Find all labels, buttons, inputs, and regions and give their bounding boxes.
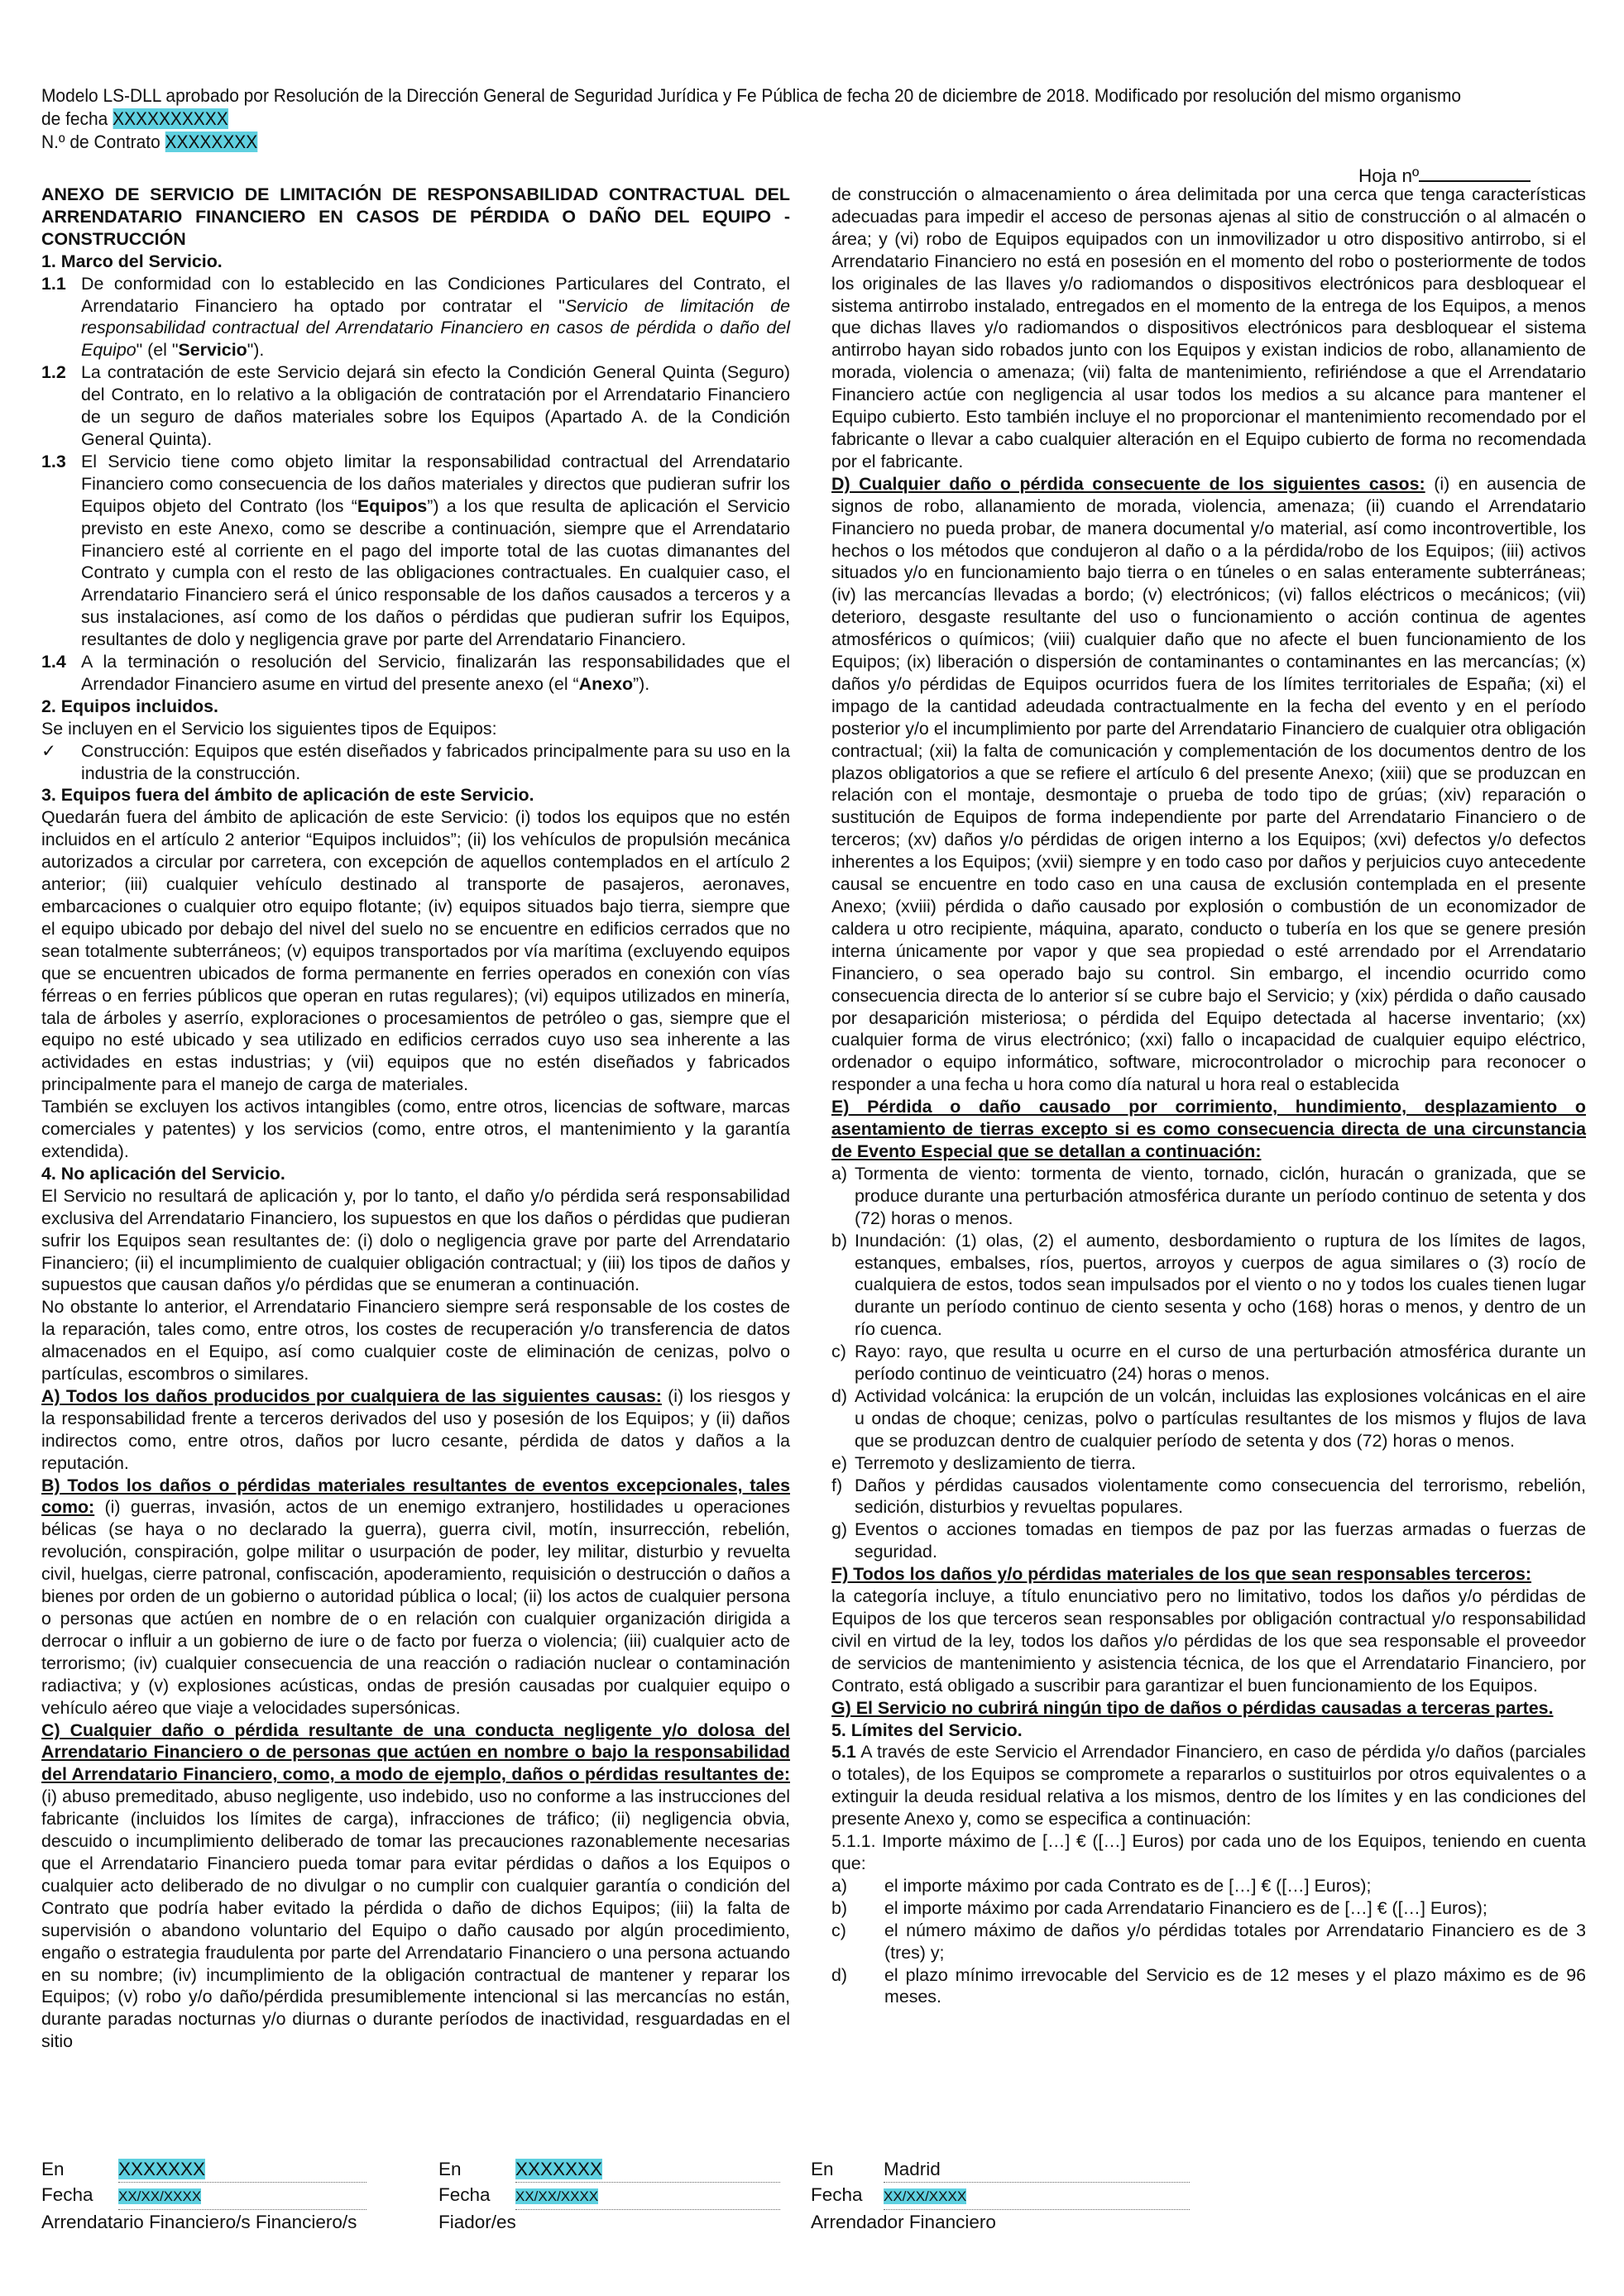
section-3-paragraph-2: También se excluyen los activos intangibles (como, entre otros, licencias de software, marcas comerciales y patentes) y los servicios (como, entre otros, el mantenimiento y la garantía extendida). [41,1097,790,1161]
clause-text: A la terminación o resolución del Servicio, finalizarán las responsabilidades que el Arrendador Financiero asume en virtud del presente anexo (el “Anexo”). [81,652,790,694]
exclusion-c: C) Cualquier daño o pérdida resultante de una conducta negligente y/o dolosa del Arrendatario Financiero o de personas que actúen en nombre o bajo la responsabilidad del Arrendatario Financiero, como, a modo de ejemplo, daños o pérdidas resultantes de: (i) abuso premeditado, abuso negligente, uso indebido, uso no conforme a las instrucciones del fabricante (incluidos los límites de carga), infracciones de tráfico; (ii) negligencia obvia, descuido o incumplimiento deliberado de tomar las precauciones razonablemente necesarias que el Arrendatario Financiero pueda tomar para evitar pérdidas o daños a los Equipos o cualquier acto deliberado de no divulgar o no cumplir con cualquier garantía o condición del Contrato que podría haber evitado la pérdida o daño de dichos Equipos; (iii) la falta de supervisión o abandono voluntario del Equipo o daño causado por algún procedimiento, engaño o estrategia fraudulenta por parte del Arrendatario Financiero o una persona actuando en su nombre; (iv) incumplimiento de la obligación contractual de mantener y reparar los Equipos; (v) robo y/o daño/pérdida presumiblemente intencional si las mercancías no están, durante paradas nocturnas y/o diurnas o durante períodos de inactividad, resguardadas en el sitio [41,1720,790,2052]
signature-block-lessee: En XXXXXXX Fecha XX/XX/XXXX Arrendatario Financiero/s Financiero/s [41,2157,366,2235]
clause-number: 1.4 [41,652,66,672]
list-item-label: b) [831,1230,848,1251]
clause-text: El Servicio tiene como objeto limitar la responsabilidad contractual del Arrendatario Financiero como consecuencia de los daños materiales y directos que pudieran sufrir los Equipos objeto del Contrato (los “Equipos”) a los que resulta de aplicación el Servicio previsto en este Anexo, como se describe a continuación, siempre que el Arrendatario Financiero esté al corriente en el pago del importe total de las cuotas dimanantes del Contrato y cumpla con el resto de las obligaciones contractuales. En cualquier caso, el Arrendatario Financiero será el único responsable de los daños causados a terceros y a sus instalaciones, así como de los daños o pérdidas que pudieran sufrir los Equipos, resultantes de dolo y negligencia grave por parte del Arrendatario Financiero. [81,451,791,650]
list-item-label: a) [831,1875,848,1896]
list-item-text: Inundación: (1) olas, (2) el aumento, desbordamiento o ruptura de los límites de lagos, estanques, embalses, ríos, puertos, arroyos y cuerpos de agua similares o (3) rocío de cualquiera de estos, todos sean impulsados por el viento o no y todos los cuales tienen lugar durante un período continuo de ciento sesenta y ocho (168) horas o menos, y dentro de un río cuenca. [855,1230,1586,1340]
list-item-text: Actividad volcánica: la erupción de un volcán, incluidas las explosiones volcánicas en el aire u ondas de choque; cenizas, polvo o partículas resultantes de los mismos y flujos de lava que se produzcan dentro de cualquier período de setenta y dos (72) horas o menos. [855,1385,1586,1451]
clause-1-2 [41,361,790,451]
list-item [831,1230,1586,1342]
list-item-text: el plazo mínimo irrevocable del Servicio es de 12 meses y el plazo máximo es de 96 meses. [884,1964,1586,2007]
list-item [831,1163,1586,1230]
list-item-text: Eventos o acciones tomadas en tiempos de paz por las fuerzas armadas o fuerzas de seguridad. [855,1519,1586,1562]
section-4-heading: 4. No aplicación del Servicio. [41,1163,285,1184]
place-field: XXXXXXX [515,2157,780,2183]
list-item [831,1964,1586,2009]
left-column [41,184,790,2053]
section-3-heading: 3. Equipos fuera del ámbito de aplicación de este Servicio. [41,785,534,806]
list-item-text: Rayo: rayo, que resulta u ocurre en el curso de una perturbación atmosférica durante un período continuo de veinticuatro (24) horas o menos. [855,1342,1586,1385]
list-item-label: g) [831,1519,848,1540]
clause-5-1: 5.1 A través de este Servicio el Arrendador Financiero, en caso de pérdida y/o daños (parciales o totales), de los Equipos se compromete a repararlos o sustituirlos por otros equivalentes o a extinguir la deuda residual relativa a los mismos, dentro de los límites y en las condiciones del presente Anexo y, como se especifica a continuación: [831,1742,1587,1830]
list-item [831,1475,1586,1519]
signer-role: Arrendador Financiero [811,2212,996,2232]
list-item-label: f) [831,1475,843,1495]
section-2-intro: Se incluyen en el Servicio los siguientes tipos de Equipos: [41,718,497,739]
place-field: XXXXXXX [118,2157,366,2183]
contract-line [41,131,1480,154]
section-3-paragraph-1: Quedarán fuera del ámbito de aplicación de este Servicio: (i) todos los equipos que no estén incluidos en el artículo 2 anterior “Equipos incluidos”; (ii) los vehículos de propulsión mecánica autorizados a circular por carretera, con excepción de aquellos contemplados en el artículo 2 anterior; (iii) cualquier vehículo destinado al transporte de pasajeros, aeronaves, embarcaciones o cualquier otro equipo flotante; (iv) equipos situados bajo tierra, siempre que el equipo ubicado por debajo del nivel del suelo no se encuentre en edificios cerrados que no sean totalmente subterráneos; (v) equipos transportados por vía marítima (excluyendo equipos que se encuentren ubicados de forma permanente en ferries operados en conexión con vías férreas o en ferries públicos que operan en rutas regulares); (vi) equipos utilizados en minería, tala de árboles y aserrío, exploraciones o procesamientos de petróleo o gas, siempre que el equipo no esté ubicado y sea utilizado en edificios cerrados cuyo uso sea inherente a las actividades en estas industrias; y (vii) equipos que no estén diseñados y fabricados principalmente para el manejo de carga de materiales. [41,807,790,1095]
list-item-text: el número máximo de daños y/o pérdidas totales por Arrendatario Financiero es de 3 (tres) y; [884,1920,1586,1963]
exclusion-d: D) Cualquier daño o pérdida consecuente de los siguientes casos: (i) en ausencia de signos de robo, allanamiento de morada, violencia, amenaza; (ii) cuando el Arrendatario Financiero no pueda probar, de manera documental y/o material, así como incontrovertible, los hechos o los métodos que condujeron al daño o a la pérdida/robo de los Equipos; (iii) activos situados y/o en funcionamiento bajo tierra o en túneles o en salas enteramente subterráneas; (iv) las mercancías llevadas a bordo; (v) electrónicos; (vi) fallos eléctricos o mecánicos; (vii) deterioro, desgaste resultante del uso o funcionamiento o acción continua de agentes atmosféricos o químicos; (viii) cualquier daño que no afecte el buen funcionamiento de los Equipos; (ix) liberación o dispersión de contaminantes o contaminantes en las mercancías; (x) daños y/o pérdidas de Equipos ocurridos fuera de los límites territoriales de España; (xi) el impago de la cantidad adeudada contractualmente en la fecha del evento y en el período posterior y/o el incumplimiento por parte del Arrendatario Financiero de cualquier otra obligación contractual; (xii) la falta de comunicación y complementación de los documentos dentro de los plazos obligatorios a que se refiere el artículo 6 del presente Anexo; (xiii) que se produzcan en relación con el montaje, desmontaje o prueba de todo tipo de grúas; (xiv) reparación o sustitución de Equipos de forma independiente por parte del Arrendatario Financiero o de terceros; (xv) daños y/o pérdidas de origen interno a los Equipos; (xvi) defectos y/o defectos inherentes a los Equipos; (xvii) siempre y en todo caso por daños y perjuicios cuyo antecedente causal se encuentre en todo caso en una causa de exclusión contemplada en el presente Anexo; (xviii) pérdida o daño causado por explosión o combustión de un economizador de caldera u otro recipiente, máquina, aparato, conducto o tubería en los que se genere presión interna únicamente por vapor y que sea propiedad o esté arrendado por el Arrendatario Financiero, o sea operado bajo su control. Sin embargo, el incendio ocurrido como consecuencia directa de lo anterior sí se cubre bajo el Servicio; y (xix) pérdida o daño causado por desaparición misteriosa; o pérdida del Equipo detectada al hacerse inventario; (xx) cualquier forma de virus electrónico; (xxi) fallo o incapacidad de cualquier equipo eléctrico, ordenador o equipo informático, software, microcontrolador o microchip para reconocer o responder a una fecha u hora como día natural u hora real o establecida [831,473,1586,1095]
document-header [41,84,1480,154]
section-4-paragraph-2: No obstante lo anterior, el Arrendatario Financiero siempre será responsable de los costes de la reparación, tales como, entre otros, los costes de recuperación y/o transferencia de datos almacenados en el Equipo, así como cualquier coste de eliminación de cenizas, polvo o partículas, escombros o similares. [41,1297,790,1385]
section-5-heading: 5. Límites del Servicio. [831,1720,1023,1740]
date-field: XX/XX/XXXX [515,2183,780,2210]
clause-1-1 [41,273,790,362]
list-item-label: c) [831,1920,846,1940]
exclusion-a: A) Todos los daños producidos por cualquiera de las siguientes causas: (i) los riesgos y la responsabilidad frente a terceros derivados del uso y posesión de los Equipos; y (ii) daños indirectos como, entre otros, daños por lucro cesante, pérdida de datos y daños a la reputación. [41,1385,790,1473]
signature-block-lessor: En Madrid Fecha XX/XX/XXXX Arrendador Financiero [811,2157,1190,2235]
included-equipment-item [41,740,790,785]
contract-number-placeholder: XXXXXXXX [165,132,258,152]
list-item-label: b) [831,1897,848,1918]
list-item-text: el importe máximo por cada Arrendatario Financiero es de […] € ([…] Euros); [884,1897,1487,1918]
exclusion-f-text: la categoría incluye, a título enunciativo pero no limitativo, todos los daños y/o pérdidas de Equipos de los que terceros sean responsables por obligación contractual y/o responsabilidad civil en virtud de la ley, todos los daños y/o pérdidas de los que sea responsable el proveedor de servicios de mantenimiento y asistencia técnica, de los que el Arrendatario Financiero, por Contrato, está obligado a suscribir para garantizar el buen funcionamiento de los Equipos. [831,1586,1586,1696]
included-equipment-text: Construcción: Equipos que estén diseñados y fabricados principalmente para su uso en la industria de la construcción. [81,740,790,783]
list-item [831,1519,1586,1563]
clause-text: De conformidad con lo establecido en las Condiciones Particulares del Contrato, el Arrendatario Financiero ha optado por contratar el "Servicio de limitación de responsabilidad contractual del Arrendatario Financiero en casos de pérdida o daño del Equipo" (el "Servicio"). [81,273,790,361]
clause-1-3 [41,451,790,651]
clause-number: 1.2 [41,362,66,383]
list-item-text: Daños y pérdidas causados violentamente como consecuencia del terrorismo, rebelión, sedición, disturbios y revueltas populares. [855,1475,1586,1518]
model-text: Modelo LS-DLL aprobado por Resolución de la Dirección General de Seguridad Jurídica y Fe Pública de fecha 20 de diciembre de 2018. Modificado por resolución del mismo organismo de fecha [41,85,1462,129]
date-field: XX/XX/XXXX [118,2183,366,2210]
list-item [831,1875,1586,1897]
list-item [831,1452,1586,1475]
exclusion-g-heading: G) El Servicio no cubrirá ningún tipo de daños o pérdidas causadas a terceras partes. [831,1697,1554,1718]
list-item [831,1341,1586,1385]
list-item-text: Terremoto y deslizamiento de tierra. [855,1452,1137,1473]
list-item-label: c) [831,1342,846,1362]
list-item-text: Tormenta de viento: tormenta de viento, tornado, ciclón, huracán o granizada, que se produce durante una perturbación atmosférica durante un período continuo de setenta y dos (72) horas o menos. [855,1163,1586,1228]
exclusion-c-continued: de construcción o almacenamiento o área delimitada por una cerca que tenga características adecuadas para impedir el acceso de personas ajenas al sitio de construcción o al almacén o área; y (vi) robo de Equipos equipados con un inmovilizador u otro dispositivo antirrobo, si el Arrendatario Financiero no está en posesión en el momento del robo o posteriormente de todos los originales de las llaves y/o radiomandos o dispositivos electrónicos para desbloquear el sistema antirrobo instalado, entregados en el momento de la entrega de los Equipos, a menos que dichas llaves y/o radiomandos o dispositivos electrónicos para desbloquear el sistema antirrobo hayan sido robados junto con los Equipos y existan indicios de robo, allanamiento de morada, violencia o amenaza; (vii) falta de mantenimiento, refiriéndose a que el Arrendatario Financiero actúe con negligencia al usar todos los medios a su alcance para mantener el Equipo cubierto. Esto también incluye el no proporcionar el mantenimiento recomendado por el fabricante o llevar a cabo cualquier alteración en el Equipo cubierto de forma no recomendada por el fabricante. [831,184,1586,471]
exclusion-e-list [831,1163,1586,1563]
signature-block-guarantor: En XXXXXXX Fecha XX/XX/XXXX Fiador/es [438,2157,780,2235]
section-1-heading: 1. Marco del Servicio. [41,251,223,271]
section-2-heading: 2. Equipos incluidos. [41,696,218,716]
model-date-placeholder: XXXXXXXXXX [113,108,228,129]
clause-5-1-1: 5.1.1. Importe máximo de […] € ([…] Euros) por cada uno de los Equipos, teniendo en cuenta que: [831,1831,1586,1873]
date-field: XX/XX/XXXX [884,2183,1190,2210]
exclusion-b: B) Todos los daños o pérdidas materiales resultantes de eventos excepcionales, tales como: (i) guerras, invasión, actos de un enemigo extranjero, hostilidades u operaciones bélicas (se haya o no declarado la guerra), guerra civil, motín, insurrección, rebelión, revolución, conspiración, golpe militar o usurpación de poder, ley militar, disturbio y revuelta civil, huelgas, cierre patronal, confiscación, apoderamiento, requisición o destrucción o daños a bienes por orden de un gobierno o autoridad pública o local; (ii) los actos de cualquier persona o personas que actúen en nombre de o en relación con cualquier organización dirigida a derrocar o influir a un gobierno de iure o de facto por fuerza o violencia; (iii) cualquier acto de terrorismo; (iv) cualquier consecuencia de una reacción o radiación nuclear o contaminación radiactiva; y (v) explosiones acústicas, ondas de presión causadas por cualquier equipo o vehículo aéreo que viaje a velocidades supersónicas. [41,1475,790,1718]
sheet-label: Hoja nº [1358,165,1420,186]
right-column [831,184,1586,2008]
list-item-label: a) [831,1163,848,1184]
checkmark-icon: ✓ [41,740,56,761]
limits-list [831,1875,1586,2008]
list-item [831,1385,1586,1452]
clause-number: 1.1 [41,273,66,294]
list-item [831,1897,1586,1920]
list-item-text: el importe máximo por cada Contrato es de […] € ([…] Euros); [884,1875,1372,1896]
list-item [831,1920,1586,1964]
exclusion-e-heading: E) Pérdida o daño causado por corrimiento, hundimiento, desplazamiento o asentamiento de tierras excepto si es como consecuencia directa de una circunstancia de Evento Especial que se detallan a continuación: [831,1097,1586,1161]
model-line [41,84,1480,131]
annex-title: ANEXO DE SERVICIO DE LIMITACIÓN DE RESPONSABILIDAD CONTRACTUAL DEL ARRENDATARIO FINANCIERO EN CASOS DE PÉRDIDA O DAÑO DEL EQUIPO - CONSTRUCCIÓN [41,184,790,249]
clause-text: La contratación de este Servicio dejará sin efecto la Condición General Quinta (Seguro) del Contrato, en lo relativo a la obligación de contratación por el Arrendatario Financiero de un seguro de daños materiales sobre los Equipos (Apartado A. de la Condición General Quinta). [81,362,790,449]
exclusion-f-heading: F) Todos los daños y/o pérdidas materiales de los que sean responsables terceros: [831,1564,1531,1585]
sheet-number-blank [1419,162,1531,182]
place-field: Madrid [884,2157,1190,2183]
clause-number: 1.3 [41,451,66,471]
list-item-label: e) [831,1452,848,1473]
section-4-paragraph-1: El Servicio no resultará de aplicación y, por lo tanto, el daño y/o pérdida será responsabilidad exclusiva del Arrendatario Financiero, los supuestos en que los daños o pérdidas que pudieran sufrir los Equipos sean resultantes de: (i) dolo o negligencia grave por parte del Arrendatario Financiero; (ii) el incumplimiento de cualquier obligación contractual; y (iii) los tipos de daños y supuestos que causan daños y/o pérdidas que se enumeran a continuación. [41,1185,790,1295]
signer-role: Arrendatario Financiero/s Financiero/s [41,2212,357,2232]
contract-label: N.º de Contrato [41,132,160,152]
list-item-label: d) [831,1964,848,1985]
clause-1-4 [41,651,790,696]
signer-role: Fiador/es [438,2212,516,2232]
list-item-label: d) [831,1385,848,1406]
